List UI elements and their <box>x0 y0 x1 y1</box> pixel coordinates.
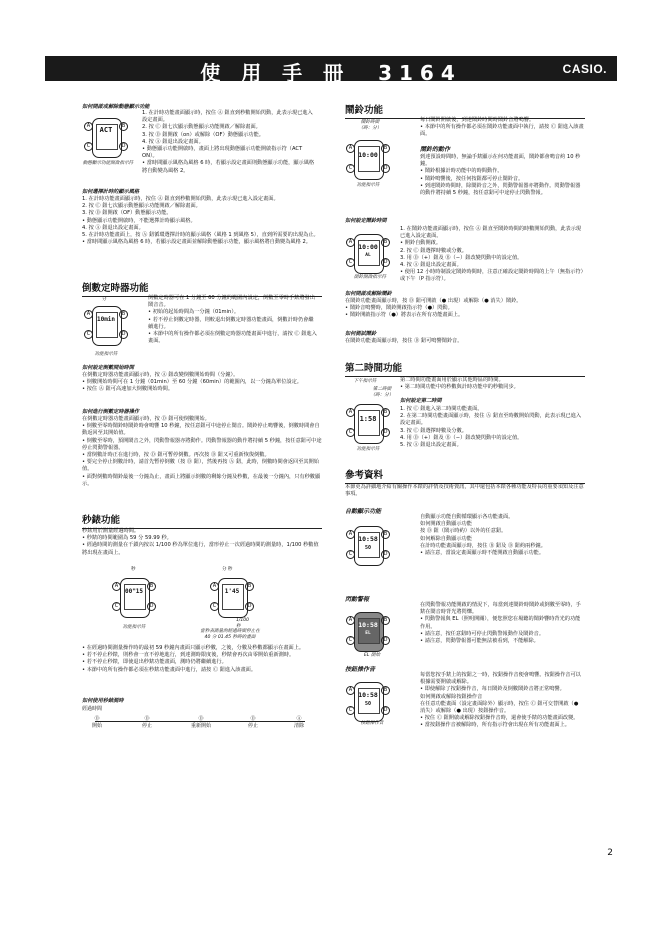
step-line: 3. 按 Ⓓ 鈕開啟（on）或解除（OF）動態顯示功能。 <box>142 131 264 138</box>
text-line: 到達預設時間時，無論手錶顯示在何功能畫面，鬧鈴都會鳴音約 10 秒鐘。 <box>420 154 581 168</box>
pm-indicator-label: 下午指示符 <box>353 379 377 384</box>
text-line: 每當您按手錶上的按鈕之一時，按鈕操作音便會鳴響。按鈕操作音可以根據需要開啟或解除。 <box>420 672 581 686</box>
step-line: 5. 按 Ⓐ 鈕退出設定畫面。 <box>400 442 462 449</box>
watch-illustration-act: ACT A C B D <box>84 112 128 162</box>
text-line: 如何解除自動顯示功能 <box>420 535 472 542</box>
text-line: • 在經過時間測量操作時的最初 59 秒鐘內畫面只顯示秒數，之後，分數及秒數都顯示在畫面上。 <box>82 645 305 651</box>
step-line: • 開鈴自動開啟。 <box>400 240 442 247</box>
text-line: 在鬧鈴功能畫面顯示時，按住 Ⓓ 鈕可鳴響鬧鈴音。 <box>345 338 463 344</box>
text-line: • 請注意，按任意鈕時可停止閃動警報動作及鬧鈴音。 <box>420 630 545 637</box>
text-line: • 閃動警報與 EL（照明開關），便您照您在場聽的鬧鈴響時背光的功能作用。 <box>420 616 581 630</box>
display-style-steps <box>82 196 322 246</box>
step-line: 2. 按 Ⓒ 鈕選擇時數或分數。 <box>400 247 467 254</box>
step-line: 4. 按 Ⓐ 鈕退出設定畫面。 <box>142 138 204 145</box>
dynamic-display-steps <box>142 110 317 175</box>
auto-display-text <box>420 514 585 557</box>
text-line: • 經過時間的測量在千鎖內按以 1/100 秒為單位進行，當形停止一次經過時間的測量時，1/100 秒數值將出現在畫面上。 <box>82 542 319 556</box>
watch-illustration-alarm: 10:00 A C B D <box>346 134 390 184</box>
text-line: • 面對倒數時鬧鈴最後一分鐘為止，畫面上將顯示倒數的剩餘分鐘及秒數，在最後一分鐘內，只有秒數顯示。 <box>82 473 321 487</box>
dynamic-display-heading: 如何開啟或解除動態顯示功能 <box>82 104 150 110</box>
stopwatch-intro <box>82 528 322 557</box>
key-tone-heading: 按鈕操作音 <box>345 666 376 673</box>
flow-label: 經過時間 <box>82 706 103 712</box>
watch-caption-key-tone: 按鈕操作音 <box>360 721 384 726</box>
casio-logo: CASIO. <box>562 62 607 76</box>
auto-display-heading: 自動顯示功能 <box>345 508 382 515</box>
flash-alert-heading: 閃動警報 <box>345 596 370 603</box>
text-line: • 請注意，當設定畫面顯示時不能開啟自動顯示功能。 <box>420 550 545 557</box>
alarm-test-text <box>345 338 585 345</box>
text-line: • 當倒數計時正在進行時，按 Ⓓ 鈕可暫停倒數。再次按 Ⓓ 鈕又可重新恢復倒數。 <box>82 452 270 459</box>
dual-time-set-heading: 如何設定第二時間 <box>400 398 442 404</box>
alarm-time-label: 鬧鈴時間 （時：分） <box>358 120 382 131</box>
text-line: • 當按鈕操作音被解除時，所有指示符會出現在所有功能畫面上。 <box>420 722 570 729</box>
text-line: • 鬧鈴音鳴響時，鬧鈴開啟指示符（●）閃動。 <box>345 305 453 312</box>
step-line: 4. 按 Ⓐ 鈕退出設定畫面。 <box>400 262 462 269</box>
page-header <box>45 56 617 85</box>
text-line: • 倒數開始時間可在 1 分鐘（01min）至 60 分鐘（60min）的範圍內，以一分鐘為單位設定。 <box>82 379 302 386</box>
alarm-title: 鬧鈴功能 <box>345 102 585 119</box>
step-line: • 動態顯示功能開啟時，不能選擇計時顯示風格。 <box>82 217 196 224</box>
text-line: 在任意功能畫面（設定畫面除外）顯示時，按住 Ⓒ 鈕可交替開啟（● 消失）或解除（● 出現）按鈕操作音。 <box>420 700 579 715</box>
text-line: • 若不停止倒數定時器，則較退出倒數定時器功能畫面，倒數計時仍會繼續進行。 <box>148 316 314 330</box>
text-line: 在閃動警報功能開啟的情況下，每當到達鬧鈴時鬧鈴或倒數至零時，手錶在鬧音時背光將閃爍。 <box>420 602 581 616</box>
text-line: • 按住 Ⓐ 鈕可高速加大倒數開始時間。 <box>82 386 174 393</box>
watch-caption-stopwatch-b: 當秒表測量的經過時間停止在 40 分 01.45 秒時的畫面 <box>200 629 260 640</box>
countdown-use-text <box>82 416 322 488</box>
text-line: • 第二時間功能中的秒數與計時功能中的秒數同步。 <box>400 384 519 391</box>
reference-intro: 本節更為詳細地介紹有關操作本錶的詳情及技術資訊，其中還包括本錶各種功能及特長的重要須知及注意事項。 <box>345 484 584 498</box>
step-line: 4. 用 Ⓓ（+）鈕及 Ⓑ（−）鈕改變閃動中的設定值。 <box>400 434 523 441</box>
alarm-test-heading: 如何測試鬧鈴 <box>345 331 377 337</box>
text-line: 如何開啟自動顯示功能 <box>420 521 472 528</box>
step-line: 1. 在計時功能畫面顯示時，按住 Ⓐ 鈕直到秒數開始閃動，此表示現已進入設定畫面。 <box>142 110 313 124</box>
dual-time-set-text <box>400 406 585 449</box>
page-title: 使 用 手 冊 3164 <box>200 61 462 85</box>
watch-caption-act: 動態顯示功能開啟指示符 <box>82 161 134 166</box>
stopwatch-notes <box>82 645 322 674</box>
text-line: 在鬧鈴功能畫面顯示時，按 Ⓓ 鈕可開啟（● 出現）或解除（● 消失）鬧鈴。 <box>345 298 522 304</box>
step-line: 3. 按 Ⓓ 鈕開啟（OF）動態顯示功能。 <box>82 210 172 217</box>
text-line: • 若不停止秒錶，則秒會一直不停地進行，到達測時限度後，秒錶會再次由零開始重新測時。 <box>82 652 295 659</box>
text-line: • 要完全停止倒數計時，請首先暫停倒數（按 Ⓓ 鈕），然後再按 Ⓐ 鈕，此時，倒數時間會返回至其開始值。 <box>82 459 319 473</box>
text-line: • 即使解除了按鈕操作音，每日鬧鈴及倒數鬧鈴音將正常鳴響。 <box>420 686 565 693</box>
watch-illustration-flash: 10:58 EL A C B D <box>346 606 390 656</box>
text-line: 在計時功能畫面顯示時，按住 Ⓑ 鈕及 Ⓓ 鈕約兩秒鐘。 <box>420 542 546 549</box>
text-line: • 本節中的所有操作都必須在秒錶功能畫面中進行，請按 Ⓒ 鈕進入該畫面。 <box>82 666 257 673</box>
watch-caption-stopwatch-a: 功能指示符 <box>122 625 146 630</box>
text-line: 倒數定時器可在 1 分鐘至 60 分鐘的範圍內設定，倒數至零時手錶將發出鬧音音。 <box>148 295 315 309</box>
step-line: • 當時間顯示風格為風格 6 時，若顯示設定畫面並解除動態顯示功能，顯示風格將自動變為風格 2。 <box>82 239 311 246</box>
text-line: • 鬧鈴根據計時功能中的時間動作。 <box>420 168 503 175</box>
step-line: 5. 在計時功能畫面上，按 Ⓐ 鈕循環選擇計時的顯示風格（風格 1 到風格 5），直到所需要的出現為止。 <box>82 232 319 239</box>
watch-caption-dual-time: 功能指示符 <box>356 447 380 452</box>
countdown-title: 倒數定時器功能 <box>82 280 322 297</box>
alarm-intro <box>420 117 585 139</box>
text-line: • 倒數至零時鬧鈴時鬧鈴時會鳴響 10 秒鐘，按任意鈕可中途停止鬧音。鬧鈴停止鳴響後，倒數時間會自動返回至其開始值。 <box>82 423 320 437</box>
flow-node: Ⓓ 重新開始 <box>190 716 211 729</box>
text-line: 每日鬧鈴開啟後，到達鬧鈴時間時鬧鈴音將鳴響。 <box>420 117 535 123</box>
text-line: • 請注意，閃動警報器可能無法被看到，不能解除。 <box>420 638 539 645</box>
watch-illustration-countdown: 分 10min A C B D <box>84 300 128 350</box>
step-line: 2. 在第二時間功能畫面顯示時，按住 Ⓐ 鈕直至時數開始閃動，此表示現已進入設定畫面。 <box>400 413 582 427</box>
text-line: • 本節中的所有操作都必須在倒數定時器功能畫面中進行，請按 Ⓒ 鈕進入畫面。 <box>148 331 317 345</box>
alarm-onoff-text <box>345 298 585 320</box>
text-line: • 初始的起始時間為一分鐘（01min）。 <box>148 309 240 316</box>
step-line: 4. 按 Ⓐ 鈕退出設定畫面。 <box>82 224 144 231</box>
text-line: 如何開啟或解除按鈕操作音 <box>420 693 483 700</box>
text-line: • 本節中的所有操作都必須在鬧鈴功能畫面中執行，請按 Ⓒ 鈕進入該畫面。 <box>420 124 584 138</box>
step-line: 1. 在計時功能畫面顯示時，按住 Ⓐ 鈕直到秒數開始閃動，此表示現已進入設定畫面。 <box>82 196 279 202</box>
text-line: • 按住 Ⓒ 鈕開啟或解除按鈕操作音時，還會使手錶的功能畫面改變。 <box>420 715 579 722</box>
text-line: 按 Ⓓ 鈕（鬧示時約）以外的任意鈕。 <box>420 528 507 535</box>
watch-illustration-auto: 10:58 50 A C B D <box>346 520 390 570</box>
alarm-onoff-heading: 如何開啟或解除鬧鈴 <box>345 291 392 297</box>
step-line: • 當時間顯示風格為風格 6 時，若顯示設定畫面則動態顯示功能，顯示風格將自動變為風格 2。 <box>142 160 315 174</box>
stopwatch-flow-heading: 如何使用秒錶測時 <box>82 698 124 704</box>
flow-node: Ⓓ 停止 <box>247 716 258 729</box>
text-line: • 倒數至零時，預開鬧音之外，閃動警報器亦將動作。閃動警報器的動作將持續 5 秒鐘，按任意鈕可中途停止閃動警報器。 <box>82 437 322 451</box>
flow-node: Ⓐ 清除 <box>293 716 304 729</box>
text-line: 在倒數定時器功能畫面顯示時，按 Ⓓ 鈕可使倒數開始。 <box>82 416 210 422</box>
text-line: 自動顯示功能自動循環顯示各功能畫面。 <box>420 514 514 520</box>
countdown-set-heading: 如何設定倒數開始時間 <box>82 365 134 371</box>
text-line: • 若不停止秒錶，即使退出秒錶功能畫面，測時仍將繼續進行。 <box>82 659 227 666</box>
flow-node: Ⓓ 開始 <box>91 716 102 729</box>
page-number: 2 <box>607 848 613 858</box>
countdown-intro <box>148 295 318 345</box>
countdown-use-heading: 如何進行倒數定時器操作 <box>82 409 140 415</box>
watch-illustration-dual-time: 1:58 A C B D <box>346 398 390 448</box>
text-line: 在倒數定時器功能畫面顯示時，按 Ⓐ 鈕改變倒數開始時間（分鐘）。 <box>82 372 239 378</box>
reference-title: 參考資料 <box>345 467 585 484</box>
dual-time-title: 第二時間功能 <box>345 360 585 377</box>
step-line: 3. 按 Ⓒ 鈕選擇時數及分數。 <box>400 427 467 434</box>
dual-time-intro <box>400 377 585 391</box>
alarm-set-text <box>400 226 585 284</box>
step-line: 3. 用 Ⓓ（+）鈕及 Ⓑ（−）鈕改變閃動中的設定值。 <box>400 254 523 261</box>
stopwatch-title: 秒錶功能 <box>82 512 322 529</box>
watch-illustration-stopwatch-a: 秒 00"15 A C B D <box>112 572 156 622</box>
watch-illustration-key-tone: 10:58 50 A C B D <box>346 676 390 726</box>
text-line: • 到達鬧鈴時間時，除鬧鈴音之外，閃動警報器亦將動作。閃動警報器的動作將持續 5 秒鐘，按任意鈕可中途停止閃動警報。 <box>420 182 581 197</box>
step-line: 1. 按 Ⓒ 鈕進入第二時間功能畫面。 <box>400 406 483 412</box>
flow-node: Ⓓ 停止 <box>141 716 152 729</box>
step-line: • 動態顯示功能開啟時，畫面上將出現動態顯示功能開啟指示符（ACT ON）。 <box>142 146 303 160</box>
watch-caption-alarm: 功能指示符 <box>356 183 380 188</box>
text-line: • 鬧鈴鳴響後，按任何按鈕都可停止鬧鈴音。 <box>420 175 524 182</box>
watch-caption-flash: EL 開始 <box>363 653 381 658</box>
display-style-heading: 如何選擇計時的顯示風格 <box>82 189 140 195</box>
text-line: • 秒錶的時間範圍為 59 分 59.99 秒。 <box>82 535 172 542</box>
dual-time-label: 第二時間 （時：分） <box>370 387 394 398</box>
watch-illustration-alarm-set: 10:00 AL A C B D <box>346 228 390 278</box>
step-line: 1. 在鬧鈴功能畫面顯示時，按住 Ⓐ 鈕直至鬧鈴時間的時數開始閃動，此表示現已進入設定畫面。 <box>400 226 582 240</box>
step-line: 2. 按 Ⓒ 鈕七次顯示動態顯示功能開啟／解除畫面。 <box>82 203 201 210</box>
flash-alert-text <box>420 602 585 645</box>
text-line: 秒錶用於測量經過時間。 <box>82 528 140 534</box>
alarm-set-heading: 如何設定鬧鈴時間 <box>345 218 387 224</box>
step-line: • 使用 12 小時時制設定鬧鈴時間時，注意正確設定鬧鈴時間的上午（無指示符）或下午（P 指示符）。 <box>400 269 584 283</box>
alarm-action-heading: 鬧鈴的動作 <box>420 146 451 153</box>
alarm-action-text <box>420 154 585 197</box>
text-line: • 鬧鈴開啟指示符（●）將表示在所有功能畫面上。 <box>345 312 464 319</box>
key-tone-text <box>420 672 585 730</box>
watch-caption-countdown: 功能指示符 <box>94 352 118 357</box>
step-line: 2. 按 Ⓒ 鈕七次顯示動態顯示功能開啟／解除畫面。 <box>142 124 261 131</box>
text-line: 第二時間功能畫面用於顯示其他時區的時間。 <box>400 377 504 383</box>
countdown-set-text <box>82 372 322 394</box>
watch-illustration-stopwatch-b: 分 秒 1'45 1/100 秒 A C B D <box>210 572 254 622</box>
watch-caption-alarm-on: 開鈴開啟指示符 <box>353 275 387 280</box>
